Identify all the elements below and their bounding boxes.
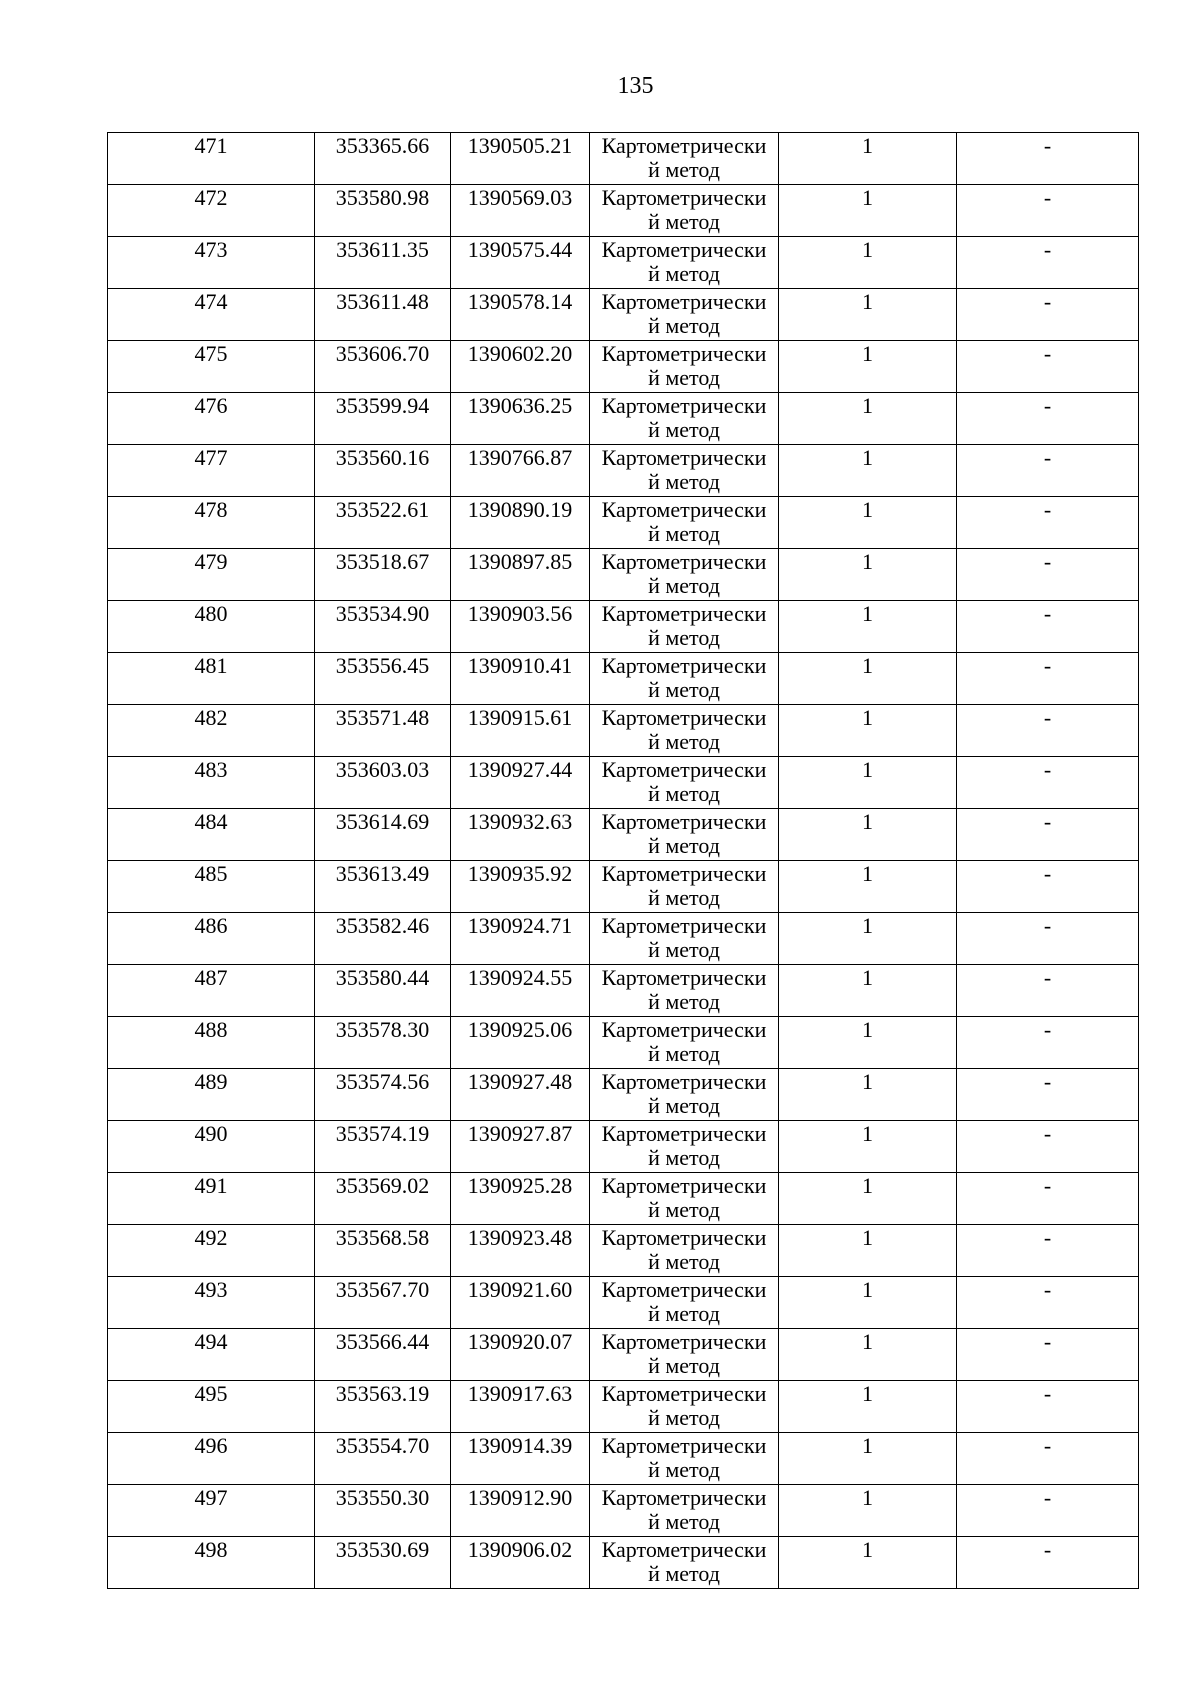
method-cell (590, 965, 779, 1017)
method-line-2: й метод (648, 417, 720, 442)
table-row (108, 1537, 1139, 1589)
table-row (108, 549, 1139, 601)
accuracy-cell: 1 (779, 1017, 957, 1069)
point-number-cell: 487 (108, 965, 315, 1017)
y-coordinate-cell: 1390766.87 (451, 445, 590, 497)
method-line-2: й метод (648, 1145, 720, 1170)
note-cell: - (957, 133, 1139, 185)
accuracy-cell: 1 (779, 913, 957, 965)
point-number-cell: 485 (108, 861, 315, 913)
method-line-2: й метод (648, 885, 720, 910)
point-number-cell: 481 (108, 653, 315, 705)
point-number-cell: 491 (108, 1173, 315, 1225)
method-line-1: Картометрически (601, 549, 767, 574)
method-cell (590, 1537, 779, 1589)
y-coordinate-cell: 1390505.21 (451, 133, 590, 185)
method-line-2: й метод (648, 729, 720, 754)
method-cell (590, 1381, 779, 1433)
note-cell: - (957, 809, 1139, 861)
method-line-2: й метод (648, 157, 720, 182)
method-line-1: Картометрически (601, 1277, 767, 1302)
table-row (108, 445, 1139, 497)
method-line-2: й метод (648, 1405, 720, 1430)
method-line-1: Картометрически (601, 965, 767, 990)
x-coordinate-cell: 353582.46 (315, 913, 451, 965)
x-coordinate-cell: 353530.69 (315, 1537, 451, 1589)
method-cell (590, 1225, 779, 1277)
accuracy-cell: 1 (779, 185, 957, 237)
method-line-1: Картометрически (601, 1121, 767, 1146)
method-line-1: Картометрически (601, 497, 767, 522)
point-number-cell: 489 (108, 1069, 315, 1121)
accuracy-cell: 1 (779, 1329, 957, 1381)
method-line-1: Картометрически (601, 289, 767, 314)
method-cell (590, 1121, 779, 1173)
y-coordinate-cell: 1390897.85 (451, 549, 590, 601)
accuracy-cell: 1 (779, 705, 957, 757)
y-coordinate-cell: 1390903.56 (451, 601, 590, 653)
table-row (108, 185, 1139, 237)
accuracy-cell: 1 (779, 497, 957, 549)
accuracy-cell: 1 (779, 289, 957, 341)
method-cell (590, 1069, 779, 1121)
method-line-2: й метод (648, 1093, 720, 1118)
note-cell: - (957, 861, 1139, 913)
accuracy-cell: 1 (779, 1173, 957, 1225)
method-cell (590, 757, 779, 809)
y-coordinate-cell: 1390602.20 (451, 341, 590, 393)
x-coordinate-cell: 353603.03 (315, 757, 451, 809)
accuracy-cell: 1 (779, 549, 957, 601)
x-coordinate-cell: 353580.44 (315, 965, 451, 1017)
y-coordinate-cell: 1390927.48 (451, 1069, 590, 1121)
method-line-2: й метод (648, 261, 720, 286)
table-row (108, 1277, 1139, 1329)
method-cell (590, 341, 779, 393)
y-coordinate-cell: 1390921.60 (451, 1277, 590, 1329)
accuracy-cell: 1 (779, 1433, 957, 1485)
method-line-1: Картометрически (601, 1381, 767, 1406)
y-coordinate-cell: 1390935.92 (451, 861, 590, 913)
y-coordinate-cell: 1390932.63 (451, 809, 590, 861)
table-row (108, 653, 1139, 705)
x-coordinate-cell: 353614.69 (315, 809, 451, 861)
y-coordinate-cell: 1390925.06 (451, 1017, 590, 1069)
method-cell (590, 549, 779, 601)
y-coordinate-cell: 1390924.71 (451, 913, 590, 965)
method-cell (590, 1433, 779, 1485)
method-cell (590, 237, 779, 289)
x-coordinate-cell: 353599.94 (315, 393, 451, 445)
note-cell: - (957, 1225, 1139, 1277)
point-number-cell: 497 (108, 1485, 315, 1537)
accuracy-cell: 1 (779, 653, 957, 705)
method-line-1: Картометрически (601, 601, 767, 626)
method-line-2: й метод (648, 1509, 720, 1534)
method-cell (590, 445, 779, 497)
note-cell: - (957, 1277, 1139, 1329)
y-coordinate-cell: 1390578.14 (451, 289, 590, 341)
method-cell (590, 393, 779, 445)
note-cell: - (957, 393, 1139, 445)
table-row (108, 133, 1139, 185)
method-cell (590, 705, 779, 757)
method-line-1: Картометрически (601, 861, 767, 886)
method-cell (590, 289, 779, 341)
note-cell: - (957, 1381, 1139, 1433)
point-number-cell: 474 (108, 289, 315, 341)
table-row (108, 1121, 1139, 1173)
table-row (108, 1433, 1139, 1485)
method-line-1: Картометрически (601, 1329, 767, 1354)
method-line-1: Картометрически (601, 913, 767, 938)
accuracy-cell: 1 (779, 1537, 957, 1589)
accuracy-cell: 1 (779, 133, 957, 185)
method-line-2: й метод (648, 469, 720, 494)
method-line-1: Картометрически (601, 341, 767, 366)
note-cell: - (957, 1433, 1139, 1485)
table-row (108, 1329, 1139, 1381)
y-coordinate-cell: 1390923.48 (451, 1225, 590, 1277)
note-cell: - (957, 1017, 1139, 1069)
method-cell (590, 1017, 779, 1069)
y-coordinate-cell: 1390924.55 (451, 965, 590, 1017)
y-coordinate-cell: 1390912.90 (451, 1485, 590, 1537)
accuracy-cell: 1 (779, 1121, 957, 1173)
table-row (108, 497, 1139, 549)
x-coordinate-cell: 353522.61 (315, 497, 451, 549)
note-cell: - (957, 445, 1139, 497)
note-cell: - (957, 341, 1139, 393)
note-cell: - (957, 1121, 1139, 1173)
x-coordinate-cell: 353571.48 (315, 705, 451, 757)
method-line-2: й метод (648, 677, 720, 702)
method-line-2: й метод (648, 313, 720, 338)
table-row (108, 861, 1139, 913)
method-cell (590, 1485, 779, 1537)
method-line-2: й метод (648, 989, 720, 1014)
note-cell: - (957, 1173, 1139, 1225)
point-number-cell: 486 (108, 913, 315, 965)
table-row (108, 809, 1139, 861)
y-coordinate-cell: 1390569.03 (451, 185, 590, 237)
point-number-cell: 477 (108, 445, 315, 497)
x-coordinate-cell: 353569.02 (315, 1173, 451, 1225)
point-number-cell: 484 (108, 809, 315, 861)
x-coordinate-cell: 353611.48 (315, 289, 451, 341)
method-cell (590, 185, 779, 237)
accuracy-cell: 1 (779, 1381, 957, 1433)
y-coordinate-cell: 1390920.07 (451, 1329, 590, 1381)
y-coordinate-cell: 1390890.19 (451, 497, 590, 549)
method-line-1: Картометрически (601, 445, 767, 470)
y-coordinate-cell: 1390927.44 (451, 757, 590, 809)
point-number-cell: 482 (108, 705, 315, 757)
table-row (108, 393, 1139, 445)
x-coordinate-cell: 353556.45 (315, 653, 451, 705)
method-line-1: Картометрически (601, 1537, 767, 1562)
method-line-1: Картометрически (601, 185, 767, 210)
point-number-cell: 483 (108, 757, 315, 809)
method-line-1: Картометрически (601, 1173, 767, 1198)
method-line-1: Картометрически (601, 1017, 767, 1042)
point-number-cell: 496 (108, 1433, 315, 1485)
method-line-2: й метод (648, 1561, 720, 1586)
x-coordinate-cell: 353560.16 (315, 445, 451, 497)
method-line-2: й метод (648, 833, 720, 858)
x-coordinate-cell: 353554.70 (315, 1433, 451, 1485)
table-row (108, 1017, 1139, 1069)
x-coordinate-cell: 353574.19 (315, 1121, 451, 1173)
coordinates-table (107, 132, 1139, 1589)
x-coordinate-cell: 353568.58 (315, 1225, 451, 1277)
accuracy-cell: 1 (779, 757, 957, 809)
x-coordinate-cell: 353550.30 (315, 1485, 451, 1537)
point-number-cell: 473 (108, 237, 315, 289)
note-cell: - (957, 237, 1139, 289)
point-number-cell: 493 (108, 1277, 315, 1329)
x-coordinate-cell: 353365.66 (315, 133, 451, 185)
point-number-cell: 494 (108, 1329, 315, 1381)
method-cell (590, 497, 779, 549)
method-line-1: Картометрически (601, 705, 767, 730)
point-number-cell: 490 (108, 1121, 315, 1173)
method-cell (590, 861, 779, 913)
note-cell: - (957, 549, 1139, 601)
y-coordinate-cell: 1390925.28 (451, 1173, 590, 1225)
table-row (108, 341, 1139, 393)
method-line-2: й метод (648, 573, 720, 598)
note-cell: - (957, 289, 1139, 341)
coordinates-table-body (108, 133, 1139, 1589)
note-cell: - (957, 601, 1139, 653)
x-coordinate-cell: 353613.49 (315, 861, 451, 913)
note-cell: - (957, 185, 1139, 237)
method-line-1: Картометрически (601, 393, 767, 418)
x-coordinate-cell: 353574.56 (315, 1069, 451, 1121)
method-line-1: Картометрически (601, 809, 767, 834)
method-line-1: Картометрически (601, 237, 767, 262)
x-coordinate-cell: 353563.19 (315, 1381, 451, 1433)
y-coordinate-cell: 1390906.02 (451, 1537, 590, 1589)
accuracy-cell: 1 (779, 237, 957, 289)
point-number-cell: 498 (108, 1537, 315, 1589)
x-coordinate-cell: 353606.70 (315, 341, 451, 393)
point-number-cell: 476 (108, 393, 315, 445)
method-line-1: Картометрически (601, 757, 767, 782)
accuracy-cell: 1 (779, 1069, 957, 1121)
note-cell: - (957, 757, 1139, 809)
method-cell (590, 1277, 779, 1329)
x-coordinate-cell: 353567.70 (315, 1277, 451, 1329)
y-coordinate-cell: 1390915.61 (451, 705, 590, 757)
method-line-2: й метод (648, 781, 720, 806)
accuracy-cell: 1 (779, 861, 957, 913)
table-row (108, 237, 1139, 289)
method-cell (590, 601, 779, 653)
method-line-1: Картометрически (601, 1069, 767, 1094)
point-number-cell: 480 (108, 601, 315, 653)
note-cell: - (957, 913, 1139, 965)
x-coordinate-cell: 353611.35 (315, 237, 451, 289)
note-cell: - (957, 1537, 1139, 1589)
accuracy-cell: 1 (779, 1277, 957, 1329)
method-line-2: й метод (648, 1249, 720, 1274)
method-line-1: Картометрически (601, 1225, 767, 1250)
method-cell (590, 1173, 779, 1225)
note-cell: - (957, 1069, 1139, 1121)
table-row (108, 1485, 1139, 1537)
point-number-cell: 478 (108, 497, 315, 549)
y-coordinate-cell: 1390910.41 (451, 653, 590, 705)
table-row (108, 913, 1139, 965)
method-line-2: й метод (648, 365, 720, 390)
point-number-cell: 479 (108, 549, 315, 601)
table-row (108, 757, 1139, 809)
y-coordinate-cell: 1390575.44 (451, 237, 590, 289)
y-coordinate-cell: 1390914.39 (451, 1433, 590, 1485)
method-line-2: й метод (648, 1041, 720, 1066)
accuracy-cell: 1 (779, 809, 957, 861)
table-row (108, 965, 1139, 1017)
method-cell (590, 133, 779, 185)
method-cell (590, 809, 779, 861)
method-line-2: й метод (648, 209, 720, 234)
table-row (108, 601, 1139, 653)
x-coordinate-cell: 353578.30 (315, 1017, 451, 1069)
accuracy-cell: 1 (779, 393, 957, 445)
y-coordinate-cell: 1390636.25 (451, 393, 590, 445)
page-number: 135 (617, 73, 654, 99)
method-line-2: й метод (648, 521, 720, 546)
point-number-cell: 475 (108, 341, 315, 393)
method-cell (590, 913, 779, 965)
accuracy-cell: 1 (779, 341, 957, 393)
accuracy-cell: 1 (779, 1225, 957, 1277)
accuracy-cell: 1 (779, 601, 957, 653)
note-cell: - (957, 705, 1139, 757)
point-number-cell: 472 (108, 185, 315, 237)
x-coordinate-cell: 353566.44 (315, 1329, 451, 1381)
note-cell: - (957, 965, 1139, 1017)
method-line-2: й метод (648, 625, 720, 650)
point-number-cell: 495 (108, 1381, 315, 1433)
method-line-2: й метод (648, 937, 720, 962)
method-line-2: й метод (648, 1353, 720, 1378)
x-coordinate-cell: 353580.98 (315, 185, 451, 237)
table-row (108, 1173, 1139, 1225)
accuracy-cell: 1 (779, 445, 957, 497)
table-row (108, 1069, 1139, 1121)
method-line-2: й метод (648, 1197, 720, 1222)
y-coordinate-cell: 1390917.63 (451, 1381, 590, 1433)
table-row (108, 289, 1139, 341)
accuracy-cell: 1 (779, 965, 957, 1017)
method-cell (590, 653, 779, 705)
note-cell: - (957, 1329, 1139, 1381)
note-cell: - (957, 1485, 1139, 1537)
x-coordinate-cell: 353518.67 (315, 549, 451, 601)
table-row (108, 1381, 1139, 1433)
point-number-cell: 488 (108, 1017, 315, 1069)
method-cell (590, 1329, 779, 1381)
table-row (108, 705, 1139, 757)
point-number-cell: 492 (108, 1225, 315, 1277)
method-line-1: Картометрически (601, 1485, 767, 1510)
method-line-1: Картометрически (601, 653, 767, 678)
y-coordinate-cell: 1390927.87 (451, 1121, 590, 1173)
method-line-1: Картометрически (601, 1433, 767, 1458)
point-number-cell: 471 (108, 133, 315, 185)
method-line-1: Картометрически (601, 133, 767, 158)
table-row (108, 1225, 1139, 1277)
accuracy-cell: 1 (779, 1485, 957, 1537)
method-line-2: й метод (648, 1301, 720, 1326)
method-line-2: й метод (648, 1457, 720, 1482)
note-cell: - (957, 497, 1139, 549)
note-cell: - (957, 653, 1139, 705)
x-coordinate-cell: 353534.90 (315, 601, 451, 653)
